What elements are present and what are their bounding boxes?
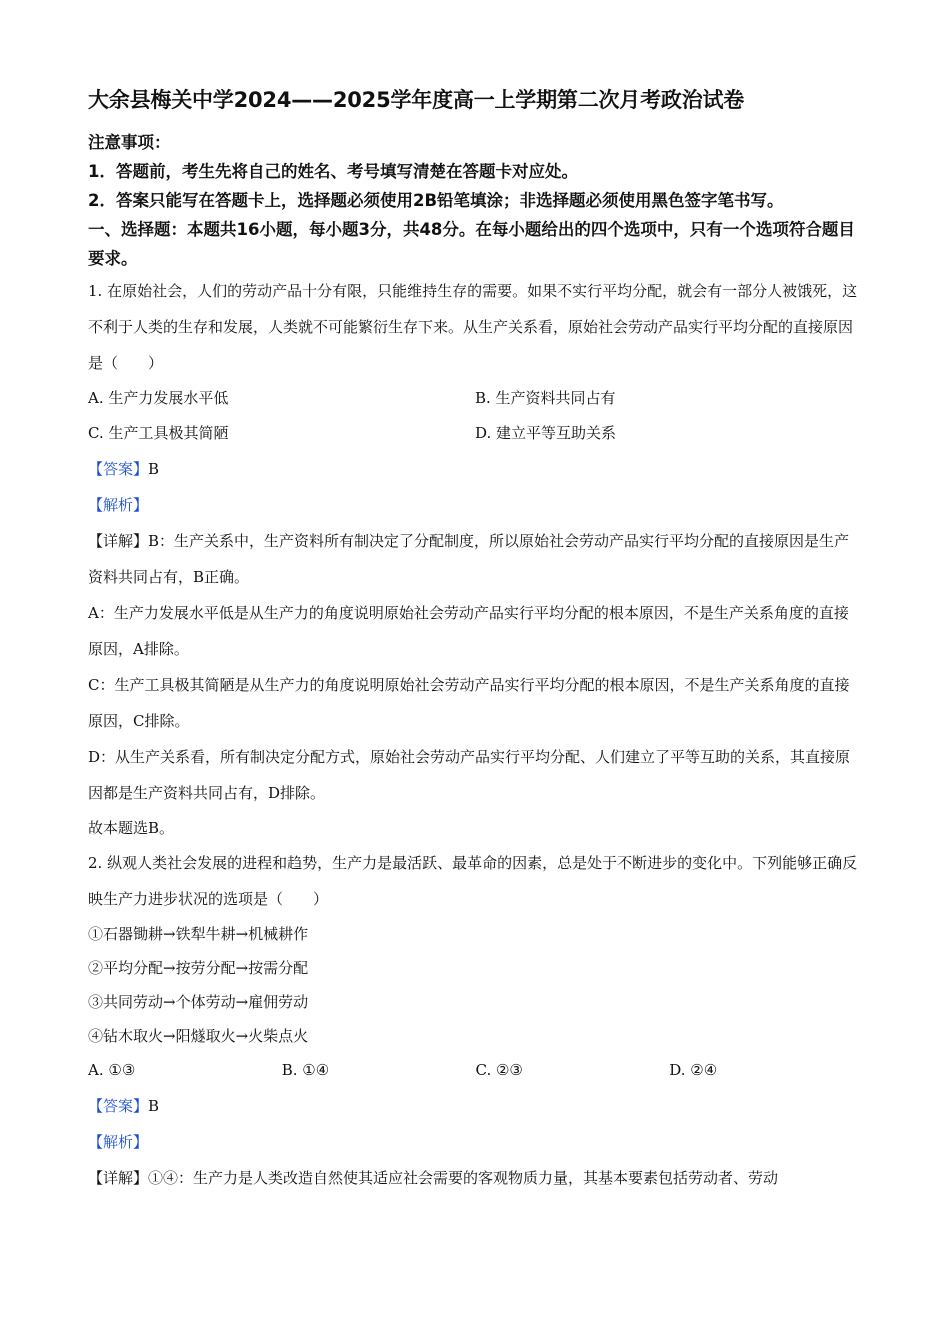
exam-title: 大余县梅关中学2024——2025学年度高一上学期第二次月考政治试卷 — [88, 88, 745, 112]
question-2-option-d: D. ②④ — [669, 1061, 718, 1079]
detail-text: ①④：生产力是人类改造自然使其适应社会需要的客观物质力量，其基本要素包括劳动者、劳动 — [148, 1169, 779, 1187]
question-2-option-c: C. ②③ — [475, 1061, 523, 1079]
analysis-tag: 【解析】 — [88, 496, 149, 514]
answer-tag: 【答案】 — [88, 460, 149, 478]
answer-value: B — [148, 1097, 160, 1115]
exam-page — [88, 84, 863, 1196]
question-2-item-1: ①石器锄耕→铁犁牛耕→机械耕作 — [88, 925, 309, 943]
notes-item-1: 1．答题前，考生先将自己的姓名、考号填写清楚在答题卡对应处。 — [88, 162, 578, 181]
detail-tag: 【详解】 — [88, 532, 149, 550]
question-1-explain-d: D：从生产关系看，所有制决定分配方式，原始社会劳动产品实行平均分配、人们建立了平等互助的关系，其直接原因都是生产资料共同占有，D排除。 — [88, 748, 851, 802]
question-2-item-4: ④钻木取火→阳燧取火→火柴点火 — [88, 1027, 309, 1045]
question-2-stem: 2. 纵观人类社会发展的进程和趋势，生产力是最活跃、最革命的因素，总是处于不断进步的变化中。下列能够正确反映生产力进步状况的选项是（ ） — [88, 854, 858, 908]
question-1-explain-a: A：生产力发展水平低是从生产力的角度说明原始社会劳动产品实行平均分配的根本原因，不是生产关系角度的直接原因，A排除。 — [88, 604, 849, 658]
question-2-detail — [88, 1160, 863, 1196]
answer-tag: 【答案】 — [88, 1097, 149, 1115]
question-2-item-3: ③共同劳动→个体劳动→雇佣劳动 — [88, 993, 309, 1011]
question-1-conclusion: 故本题选B。 — [88, 819, 175, 837]
question-1-options-row-2 — [88, 416, 863, 451]
question-1-analysis-tag — [88, 487, 863, 523]
question-1-detail — [88, 523, 863, 595]
question-1-option-d: D. 建立平等互助关系 — [475, 424, 617, 442]
question-2-answer — [88, 1088, 863, 1124]
section-1-heading: 一、选择题：本题共16小题，每小题3分，共48分。在每小题给出的四个选项中，只有一个选项符合题目要求。 — [88, 220, 855, 268]
notes-heading: 注意事项： — [88, 133, 171, 152]
question-2-options — [88, 1053, 863, 1088]
question-1-explain-c: C：生产工具极其简陋是从生产力的角度说明原始社会劳动产品实行平均分配的根本原因，不是生产关系角度的直接原因，C排除。 — [88, 676, 850, 730]
question-2-item-2: ②平均分配→按劳分配→按需分配 — [88, 959, 309, 977]
question-2-option-a: A. ①③ — [88, 1061, 136, 1079]
analysis-tag: 【解析】 — [88, 1133, 149, 1151]
detail-text: B：生产关系中，生产资料所有制决定了分配制度，所以原始社会劳动产品实行平均分配的直接原因是生产资料共同占有，B正确。 — [88, 532, 850, 586]
question-1-options-row-1 — [88, 381, 863, 416]
question-1-answer — [88, 451, 863, 487]
question-1-option-c: C. 生产工具极其简陋 — [88, 424, 229, 442]
question-2-analysis-tag — [88, 1124, 863, 1160]
detail-tag: 【详解】 — [88, 1169, 149, 1187]
notes-item-2: 2．答案只能写在答题卡上，选择题必须使用2B铅笔填涂；非选择题必须使用黑色签字笔书写。 — [88, 191, 784, 210]
answer-value: B — [148, 460, 160, 478]
question-1-stem: 1. 在原始社会，人们的劳动产品十分有限，只能维持生存的需要。如果不实行平均分配，就会有一部分人被饿死，这不利于人类的生存和发展，人类就不可能繁衍生存下来。从生产关系看，原始社会劳动产品实行平均分配的直接原因是（ ） — [88, 282, 858, 372]
question-1-option-a: A. 生产力发展水平低 — [88, 389, 229, 407]
question-2-option-b: B. ①④ — [281, 1061, 330, 1079]
question-1-option-b: B. 生产资料共同占有 — [475, 389, 616, 407]
